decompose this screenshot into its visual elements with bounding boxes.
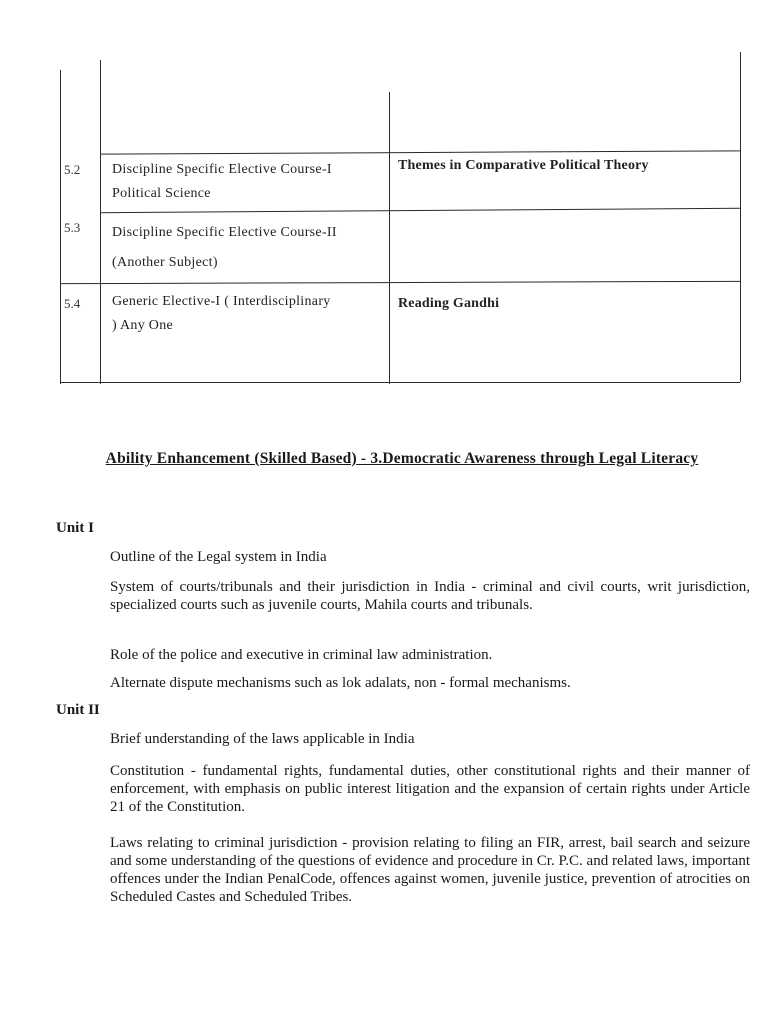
row-number: 5.4 — [64, 296, 81, 311]
unit-item: Constitution - fundamental rights, fundamental duties, other constitutional rights and their manner of enforcement, with emphasis on public interest litigation and the expansion of certain rights under Article 21 of the Constitution. — [110, 763, 750, 815]
unit-item: Brief understanding of the laws applicable in India — [110, 731, 415, 747]
table-divider-col2 — [389, 92, 390, 384]
course-table — [52, 52, 748, 384]
unit-label: Unit I — [56, 520, 94, 536]
table-border-left — [60, 70, 61, 384]
course-name: Discipline Specific Elective Course-II (Another Subject) — [112, 225, 337, 270]
paper-title: Themes in Comparative Political Theory — [398, 158, 649, 173]
unit-label: Unit II — [56, 702, 100, 718]
table-border-right — [740, 52, 741, 382]
paper-title: Reading Gandhi — [398, 296, 500, 311]
course-name: Discipline Specific Elective Course-I Political Science — [112, 162, 332, 201]
unit-item: Alternate dispute mechanisms such as lok adalats, non - formal mechanisms. — [110, 675, 571, 691]
unit-item: Laws relating to criminal jurisdiction - provision relating to filing an FIR, arrest, bail search and seizure and some understanding of the questions of evidence and procedure in Cr. P.C. and related laws, important offences under the Indian PenalCode, offences against women, juvenile justice, prevention of atrocities on Scheduled Castes and Scheduled Tribes. — [110, 835, 750, 905]
table-row-line — [100, 208, 740, 213]
unit-item: Role of the police and executive in criminal law administration. — [110, 647, 493, 663]
unit-item: Outline of the Legal system in India — [110, 549, 327, 565]
row-number: 5.2 — [64, 162, 81, 177]
table-row-line — [60, 281, 740, 284]
course-name: Generic Elective-I ( Interdisciplinary ) Any One — [112, 294, 331, 333]
section-title: Ability Enhancement (Skilled Based) - 3.Democratic Awareness through Legal Literacy — [105, 450, 699, 467]
row-number: 5.3 — [64, 220, 81, 235]
table-bottom-line — [60, 382, 740, 383]
table-divider-col1 — [100, 60, 101, 384]
unit-item: System of courts/tribunals and their jurisdiction in India - criminal and civil courts, writ jurisdiction, specialized courts such as juvenile courts, Mahila courts and tribunals. — [110, 579, 750, 613]
